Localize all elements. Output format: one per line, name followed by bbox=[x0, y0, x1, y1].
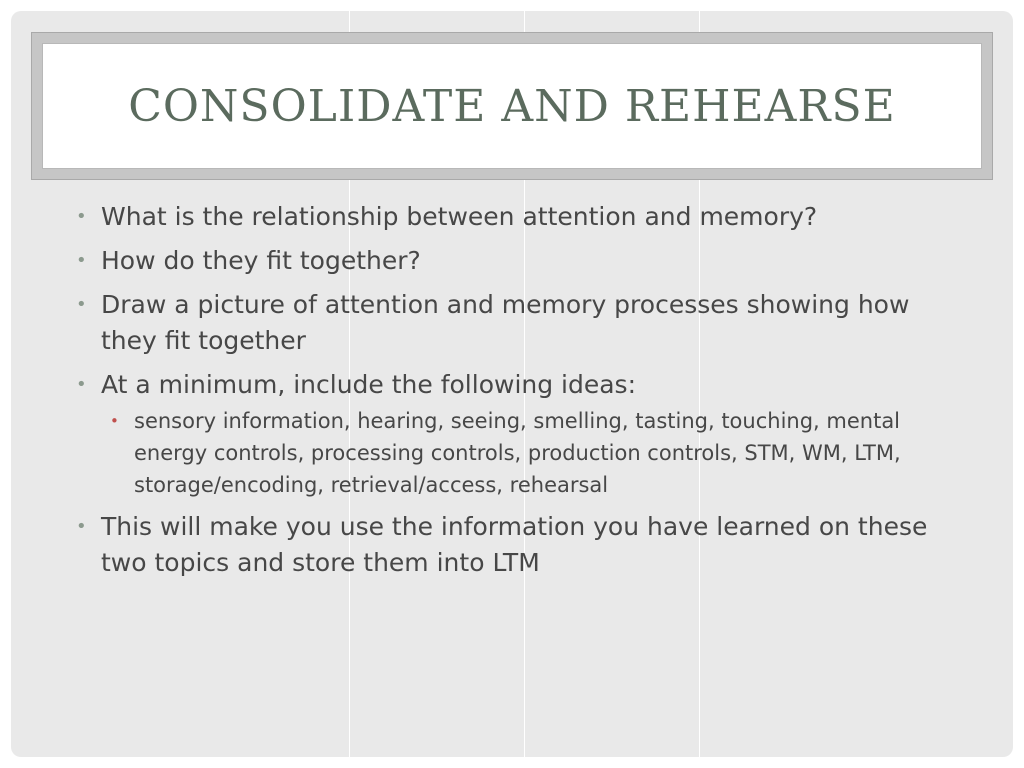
title-frame bbox=[31, 32, 993, 180]
slide-content bbox=[67, 199, 967, 589]
bullet-text: What is the relationship between attention and memory? bbox=[101, 202, 818, 231]
sub-bullet-text: sensory information, hearing, seeing, smelling, tasting, touching, mental energy controls, processing controls, production controls, STM, WM, LTM, storage/encoding, retrieval/access, rehearsal bbox=[134, 409, 901, 497]
bullet-item bbox=[67, 199, 967, 235]
bullet-text: At a minimum, include the following ideas: bbox=[101, 370, 637, 399]
bullet-item bbox=[67, 367, 967, 501]
bullet-text: How do they fit together? bbox=[101, 246, 421, 275]
slide bbox=[11, 11, 1013, 757]
bullet-dot-icon: • bbox=[76, 374, 87, 395]
bullet-list bbox=[67, 199, 967, 581]
sub-bullet-dot-icon: • bbox=[110, 412, 119, 430]
bullet-dot-icon: • bbox=[76, 206, 87, 227]
bullet-dot-icon: • bbox=[76, 516, 87, 537]
bullet-text: Draw a picture of attention and memory processes showing how they fit together bbox=[101, 290, 910, 355]
bullet-dot-icon: • bbox=[76, 294, 87, 315]
bullet-text: This will make you use the information you have learned on these two topics and store them into LTM bbox=[101, 512, 928, 577]
sub-bullet-list bbox=[101, 405, 967, 501]
bullet-item bbox=[67, 509, 967, 581]
sub-bullet-item bbox=[101, 405, 967, 501]
bullet-dot-icon: • bbox=[76, 250, 87, 271]
bullet-item bbox=[67, 287, 967, 359]
title-box bbox=[42, 43, 982, 169]
bullet-item bbox=[67, 243, 967, 279]
slide-title: CONSOLIDATE AND REHEARSE bbox=[128, 80, 896, 132]
